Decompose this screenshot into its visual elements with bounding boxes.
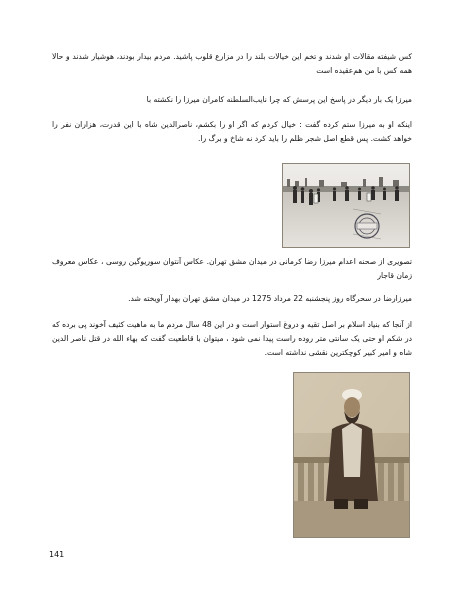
paragraph-4: میرزارضا در سحرگاه روز پنجشنبه 22 مرداد 1275 در میدان مشق تهران بهدار آویخته شد. <box>128 294 412 303</box>
paragraph-5: از آنجا که بنیاد اسلام بر اصل تقیه و دروغ استوار است و در این 48 سال مردم ما به ماهیت کثیف آخوند پی برده که در شکم او حتی یک سانتی متر روده راست پیدا نمی شود ، میتوان با قاطعیت گفت که بهاء الله در قتل ناصر الدین شاه و امیر کبیر کوچکترین نقشی نداشته است. <box>52 320 412 357</box>
paragraph-2: میرزا یک بار دیگر در پاسخ این پرسش که چرا نایب‌السلطنه کامران میرزا را نکشته با <box>146 95 412 104</box>
photo-caption: تصویری از صحنه اعدام میرزا رضا کرمانی در میدان مشق تهران. عکاس آنتوان سوریوگین روسی ، عکاس معروف زمان قاجار <box>52 257 412 280</box>
execution-scene-photo <box>282 163 410 248</box>
portrait-photo <box>293 372 410 538</box>
execution-scene-photo-image <box>283 164 409 247</box>
portrait-photo-image <box>294 373 409 537</box>
page-number: 141 <box>49 550 65 559</box>
paragraph-1: کس شیفته مقالات او شدند و تخم این خیالات بلند را در مزارع قلوب پاشید. مردم بیدار بودند، هوشیار شدند و حالا همه کس با من هم‌عقیده است <box>52 52 412 75</box>
paragraph-3: اینکه او به میرزا ستم کرده گفت : خیال کردم که اگر او را بکشم، ناصرالدین شاه با این قدرت، هزاران نفر را خواهد کشت. پس قطع اصل شجر ظلم را باید کرد نه شاخ و برگ را. <box>52 120 412 143</box>
